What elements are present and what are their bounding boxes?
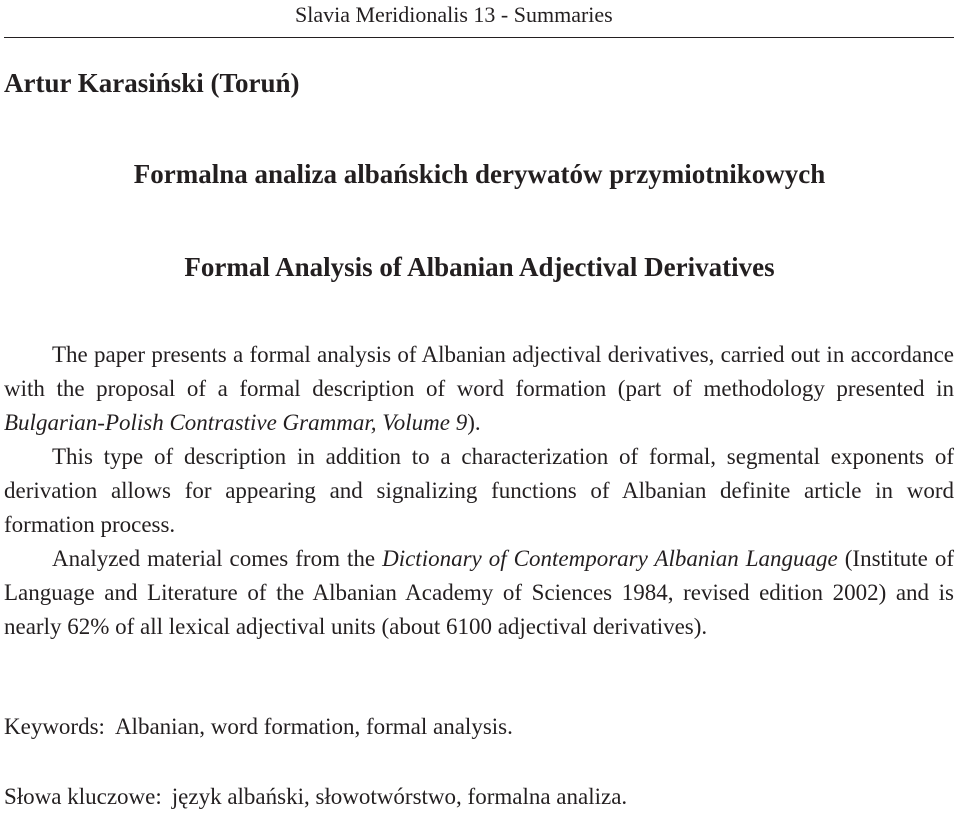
polish-keywords-label: Słowa kluczowe:	[4, 784, 162, 809]
abstract-paragraph-2	[4, 440, 954, 542]
abstract-p1-italic-reference: Bulgarian-Polish Contrastive Grammar, Volume 9	[4, 410, 468, 435]
title-polish: Formalna analiza albańskich derywatów przymiotnikowych	[133, 159, 826, 189]
abstract-paragraph-1	[4, 338, 954, 440]
abstract-p3-italic-reference: Dictionary of Contemporary Albanian Language	[382, 546, 838, 571]
running-header: Slavia Meridionalis 13 - Summaries	[295, 2, 613, 27]
title-english: Formal Analysis of Albanian Adjectival Derivatives	[184, 252, 775, 282]
keywords-value: Albanian, word formation, formal analysis.	[114, 714, 513, 739]
abstract	[4, 338, 954, 644]
polish-keywords-value: język albański, słowotwórstwo, formalna analiza.	[171, 784, 628, 809]
polish-keywords-line	[4, 780, 627, 814]
abstract-p2-text: This type of description in addition to a characterization of formal, segmental exponents of derivation allows for appearing and signalizing functions of Albanian definite article in word formation process.	[4, 444, 954, 537]
author-line: Artur Karasiński (Toruń)	[4, 68, 300, 98]
abstract-p3-text-start: Analyzed material comes from the	[52, 546, 383, 571]
header-divider	[4, 37, 954, 38]
abstract-p1-text-start: The paper presents a formal analysis of Albanian adjectival derivatives, carried out in accordance with the proposal of a formal description of word formation (part of methodology presented in	[4, 342, 954, 401]
abstract-p1-text-end: ).	[467, 410, 481, 435]
abstract-p3-text-end: (Institute of Language and Literature of the Albanian Academy of Sciences 1984, revised edition 2002) and is nearly 62% of all lexical adjectival units (about 6100 adjectival derivatives).	[4, 546, 954, 639]
abstract-paragraph-3	[4, 542, 954, 644]
keywords-label: Keywords:	[4, 714, 105, 739]
keywords-line	[4, 710, 513, 744]
